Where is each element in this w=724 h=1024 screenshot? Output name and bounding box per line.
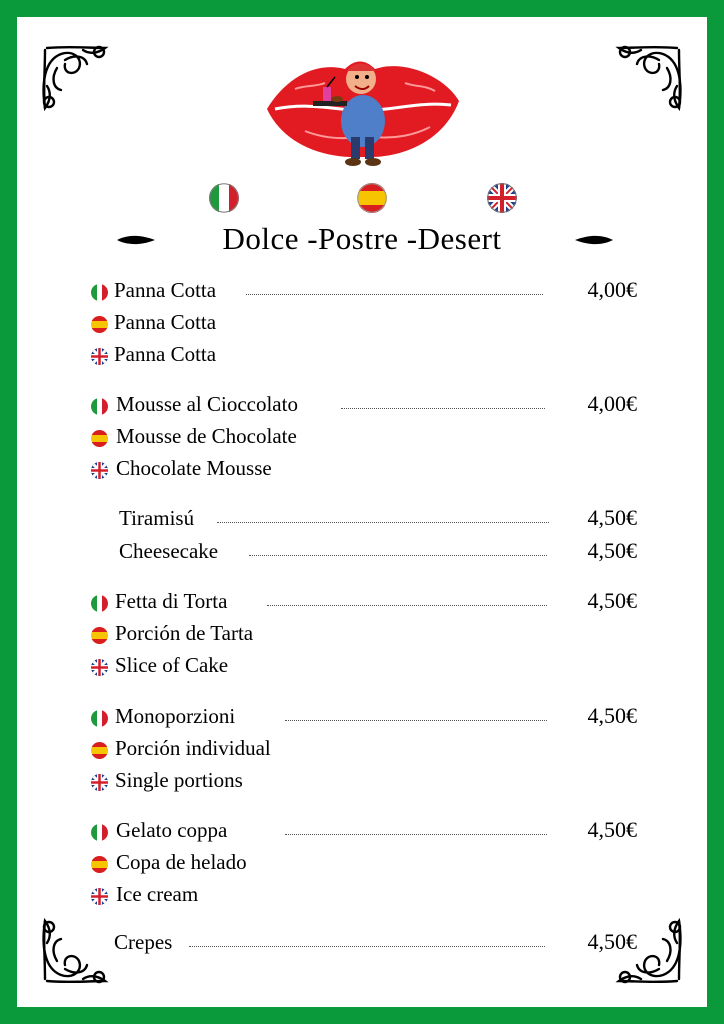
menu-item-price: 4,50€ — [587, 505, 637, 530]
uk-flag-icon — [91, 348, 108, 365]
menu-item-name: Gelato coppa — [116, 818, 228, 842]
menu-item-name: Ice cream — [116, 882, 199, 906]
uk-flag-icon — [487, 183, 517, 213]
leader-dots — [267, 605, 547, 606]
menu-item-name: Panna Cotta — [114, 310, 217, 334]
menu-item-row — [17, 881, 707, 911]
menu-item-name: Cheesecake — [119, 539, 219, 563]
menu-item-price: 4,00€ — [587, 391, 637, 416]
menu-item-name: Copa de helado — [116, 850, 247, 874]
corner-ornament-icon — [613, 42, 685, 114]
menu-item-row — [17, 652, 707, 682]
menu-item-name: Fetta di Torta — [115, 589, 228, 613]
menu-item-name: Mousse al Cioccolato — [116, 392, 298, 416]
leader-dots — [341, 408, 545, 409]
spain-flag-icon — [91, 742, 108, 759]
menu-item-price: 4,00€ — [587, 277, 637, 302]
menu-item-price: 4,50€ — [587, 929, 637, 954]
menu-item-row — [17, 588, 707, 618]
menu-item-name: Porción individual — [115, 736, 271, 760]
menu-item-row — [17, 505, 707, 535]
italy-flag-icon — [91, 824, 108, 841]
menu-page — [17, 17, 707, 1007]
uk-flag-icon — [91, 888, 108, 905]
menu-item-price: 4,50€ — [587, 588, 637, 613]
italy-flag-icon — [91, 710, 108, 727]
menu-item-name: Monoporzioni — [115, 704, 236, 728]
waiter-lips-logo — [265, 39, 461, 169]
uk-flag-icon — [91, 659, 108, 676]
menu-item-price: 4,50€ — [587, 538, 637, 563]
italy-flag-icon — [209, 183, 239, 213]
menu-item-row — [17, 703, 707, 733]
menu-item-row — [17, 929, 707, 959]
leader-dots — [249, 555, 547, 556]
menu-item-row — [17, 309, 707, 339]
menu-item-name: Single portions — [115, 768, 243, 792]
italy-flag-icon — [91, 398, 108, 415]
menu-item-row — [17, 341, 707, 371]
leader-dots — [217, 522, 549, 523]
menu-item-name: Mousse de Chocolate — [116, 424, 297, 448]
leader-dots — [285, 834, 547, 835]
title-row — [17, 217, 707, 265]
menu-item-price: 4,50€ — [587, 817, 637, 842]
corner-ornament-icon — [39, 42, 111, 114]
leader-dots — [246, 294, 543, 295]
leader-dots — [285, 720, 547, 721]
menu-item-row — [17, 455, 707, 485]
spain-flag-icon — [91, 627, 108, 644]
menu-item-row — [17, 767, 707, 797]
menu-item-name: Crepes — [114, 930, 173, 954]
menu-item-row — [17, 423, 707, 453]
menu-item-name: Slice of Cake — [115, 653, 229, 677]
spain-flag-icon — [357, 183, 387, 213]
menu-item-row — [17, 849, 707, 879]
menu-item-row — [17, 391, 707, 421]
italy-flag-icon — [91, 595, 108, 612]
menu-title: Dolce -Postre -Desert — [222, 221, 502, 256]
menu-item-name: Panna Cotta — [114, 278, 217, 302]
menu-item-name: Panna Cotta — [114, 342, 217, 366]
italy-flag-icon — [91, 284, 108, 301]
menu-item-row — [17, 735, 707, 765]
menu-item-row — [17, 620, 707, 650]
spain-flag-icon — [91, 856, 108, 873]
spain-flag-icon — [91, 316, 108, 333]
spain-flag-icon — [91, 430, 108, 447]
uk-flag-icon — [91, 462, 108, 479]
leader-dots — [189, 946, 545, 947]
menu-item-row — [17, 277, 707, 307]
menu-item-row — [17, 538, 707, 568]
menu-item-name: Chocolate Mousse — [116, 456, 272, 480]
menu-item-row — [17, 817, 707, 847]
pen-nib-icon — [575, 233, 613, 247]
menu-item-price: 4,50€ — [587, 703, 637, 728]
menu-item-name: Porción de Tarta — [115, 621, 254, 645]
menu-item-name: Tiramisú — [119, 506, 195, 530]
uk-flag-icon — [91, 774, 108, 791]
